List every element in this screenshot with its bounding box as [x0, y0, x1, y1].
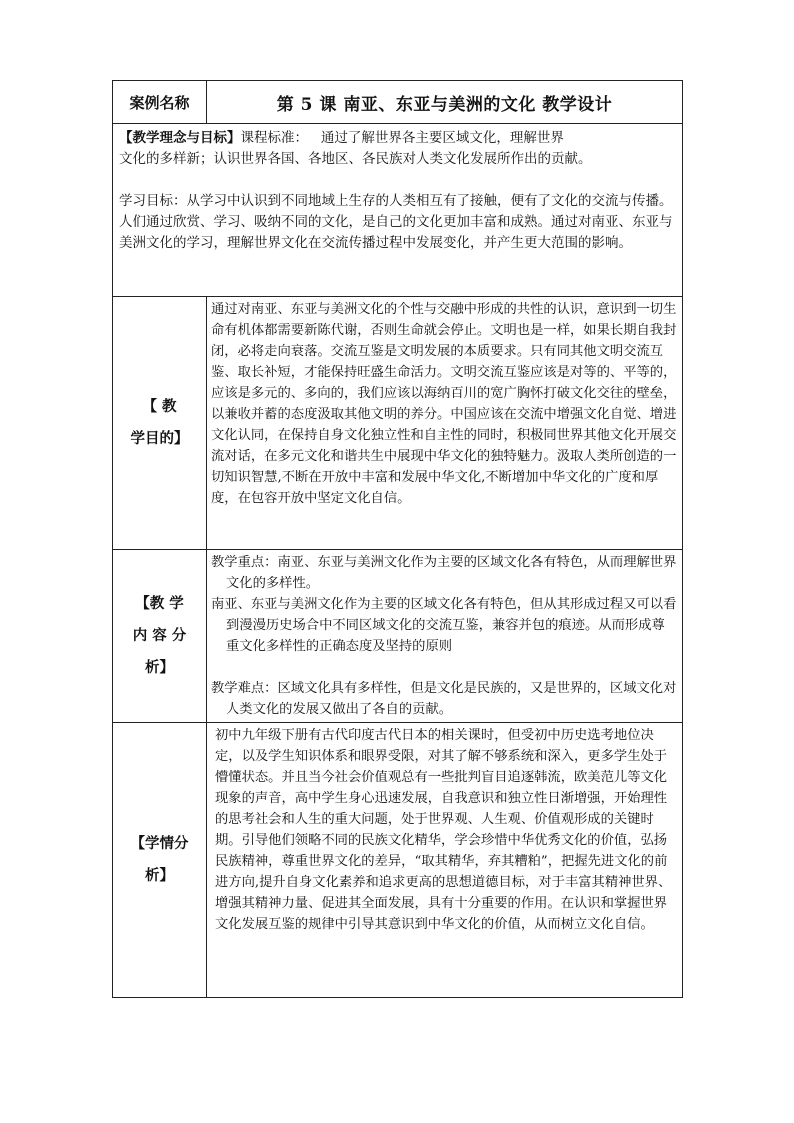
student-analysis-label: [113, 723, 207, 998]
student-analysis-row: [113, 723, 683, 998]
goals-cell: [113, 124, 683, 297]
header-row: [113, 81, 683, 124]
purpose-label-line-2: 学目的】: [130, 430, 189, 447]
analysis-label-line-1: 【教 学: [135, 595, 184, 612]
analysis-row: [113, 550, 683, 723]
purpose-label-line-1: 【 教: [142, 398, 177, 415]
purpose-row: [113, 297, 683, 550]
goals-line-1: [119, 128, 676, 149]
analysis-text: [207, 550, 683, 723]
analysis-spacer: [211, 657, 678, 678]
teaching-focus-detail: 南亚、东亚与美洲文化作为主要的区域文化各有特色，但从其形成过程又可以看到漫漫历史场合中不同区域文化的交流互鉴，兼容并包的痕迹。从而形成尊重文化多样性的正确态度及坚持的原则: [211, 597, 677, 654]
teaching-focus: 教学重点：南亚、东亚与美洲文化作为主要的区域文化各有特色，从而理解世界文化的多样性。: [211, 555, 677, 591]
lesson-plan-table: [112, 80, 683, 998]
learning-objectives: 学习目标：从学习中认识到不同地域上生存的人类相互有了接触，便有了文化的交流与传播。人们通过欣赏、学习、吸纳不同的文化，是自己的文化更加丰富和成熟。通过对南亚、东亚与美洲文化的学习，理解世界文化在交流传播过程中发展变化，并产生更大范围的影响。: [119, 193, 673, 251]
lesson-plan-sheet: [112, 80, 682, 998]
purpose-text: [207, 297, 683, 550]
purpose-paragraph: 通过对南亚、东亚与美洲文化的个性与交融中形成的共性的认识，意识到一切生命有机体都需要新陈代谢，否则生命就会停止。文明也是一样，如果长期自我封闭，必将走向衰落。交流互鉴是文明发展的本质要求。只有同其他文明交流互鉴、取长补短，才能保持旺盛生命活力。文明交流互鉴应该是对等的、平等的，应该是多元的、多向的，我们应该以海纳百川的宽广胸怀打破文化交往的壁垒，以兼收并蓄的态度汲取其他文明的养分。中国应该在交流中增强文化自觉、增进文化认同，在保持自身文化独立性和自主性的同时，积极同世界其他文化开展交流对话，在多元文化和谐共生中展现中华文化的独特魅力。汲取人类所创造的一切知识智慧,不断在开放中丰富和发展中华文化,不断增加中华文化的广度和厚度，在包容开放中坚定文化自信。: [211, 302, 677, 506]
goals-row: [113, 124, 683, 297]
student-analysis-text: [207, 723, 683, 998]
analysis-label: [113, 550, 207, 723]
lesson-title: 第 5 课 南亚、东亚与美洲的文化 教学设计: [207, 81, 683, 124]
analysis-label-line-3: 析】: [145, 659, 174, 676]
goals-spacer: [119, 170, 676, 191]
teaching-difficulty: 教学难点：区域文化具有多样性，但是文化是民族的，又是世界的，区域文化对人类文化的发展又做出了各自的贡献。: [211, 681, 677, 717]
purpose-label: [113, 297, 207, 550]
case-name-label: 案例名称: [113, 81, 207, 124]
student-analysis-paragraph: 初中九年级下册有古代印度古代日本的相关课时，但受初中历史选考地位决定，以及学生知识体系和眼界受限，对其了解不够系统和深入，更多学生处于懵懂状态。并且当今社会价值观总有一些批判盲目追逐韩流，欧美范儿等文化现象的声音，高中学生身心迅速发展，自我意识和独立性日渐增强，开始理性的思考社会和人生的重大问题，处于世界观、人生观、价值观形成的关键时期。引导他们领略不同的民族文化精华，学会珍惜中华优秀文化的价值，弘扬民族精神，尊重世界文化的差异，“取其精华，弃其糟粕”，把握先进文化的前进方向,提升自身文化素养和追求更高的思想道德目标，对于丰富其精神世界、增强其精神力量、促进其全面发展，具有十分重要的作用。在认识和掌握世界文化发展互鉴的规律中引导其意识到中华文化的价值，从而树立文化自信。: [215, 728, 672, 932]
curriculum-standard-text: 课程标准： 通过了解世界各主要区域文化，理解世界: [240, 130, 564, 146]
student-label-line-1: 【学情分: [130, 835, 189, 852]
goals-heading: 【教学理念与目标】: [119, 130, 241, 146]
goals-line-2: 文化的多样新；认识世界各国、各地区、各民族对人类文化发展所作出的贡献。: [119, 151, 592, 167]
student-label-line-2: 析】: [145, 867, 174, 884]
analysis-label-line-2: 内 容 分: [132, 627, 187, 644]
